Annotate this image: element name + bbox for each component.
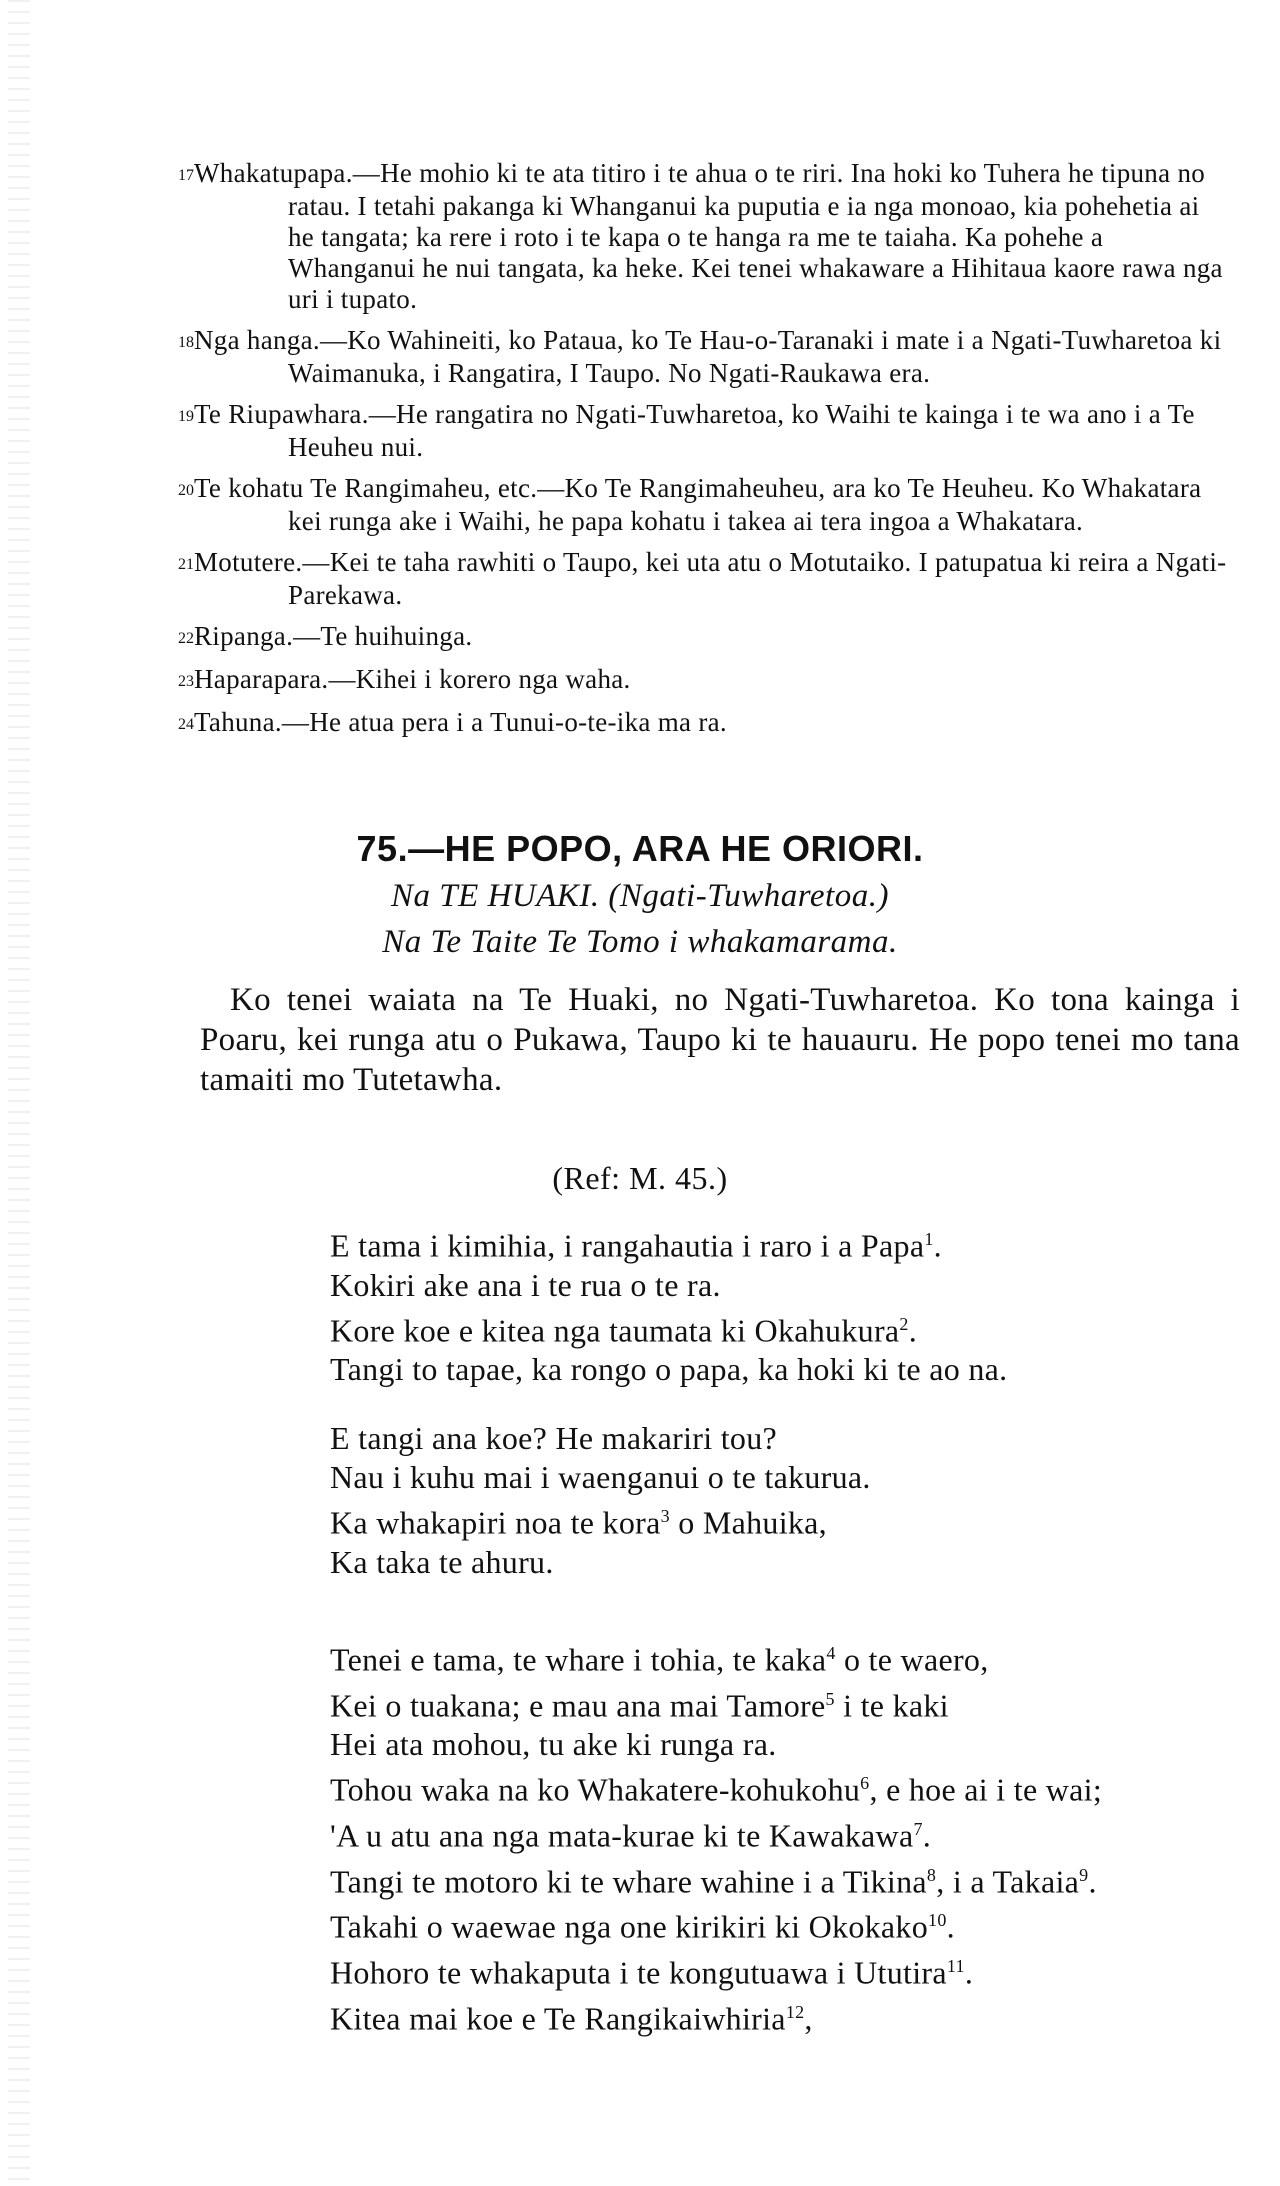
poem [330,1220,1210,2068]
line-text: Ka taka te ahuru. [330,1543,554,1580]
footnote-text: Te kohatu Te Rangimaheu, etc.—Ko Te Rangimaheuheu, ara ko Te Heuheu. Ko Whakatara kei runga ake i Waihi, he papa kohatu i takea ai tera ingoa a Whakatara. [194,473,1202,536]
line-end: . [946,1908,955,1945]
line-text: Hei ata mohou, tu ake ki runga ra. [330,1726,777,1763]
footnote-text: Haparapara.—Kihei i korero nga waha. [194,664,631,694]
footnote-number: 20 [178,482,194,499]
footnote-text: Ripanga.—Te huihuinga. [194,621,473,651]
poem-line [330,1497,1210,1543]
line-end: . [922,1817,932,1854]
footnotes-section [178,158,1228,750]
footnote-number: 21 [178,556,194,573]
scan-edge [8,0,30,2186]
line-end: i te kaki [834,1687,949,1724]
stanza-2 [330,1419,1210,1582]
poem-line [330,1634,1210,1680]
footnote-ref: 11 [946,1955,965,1976]
reference-line: (Ref: M. 45.) [552,1160,728,1196]
poem-line [330,1810,1210,1856]
editor-line: Na Te Taite Te Tomo i whakamarama. [382,924,898,960]
footnote-number: 17 [178,167,194,184]
poem-line [330,1947,1210,1993]
line-text: Hohoro te whakaputa i te kongutuawa i Ututira [330,1954,947,1991]
line-text: Kei o tuakana; e mau ana mai Tamore [330,1687,826,1724]
poem-line [330,1993,1210,2039]
poem-line [330,1856,1210,1902]
footnote-ref: 5 [825,1688,835,1709]
line-text: Tangi to tapae, ka rongo o papa, ka hoki ki te ao na. [330,1351,1008,1388]
poem-line [330,1680,1210,1726]
footnote-19 [178,399,1228,463]
poem-line [330,1220,1210,1266]
line-text: Tangi te motoro ki te whare wahine i a Tikina [330,1863,927,1900]
line-end: . [964,1954,974,1991]
line-text: Tenei e tama, te whare i tohia, te kaka [330,1641,827,1678]
footnote-21 [178,547,1228,611]
line-text: Ka whakapiri noa te kora [330,1504,661,1541]
line-text: Kitea mai koe e Te Rangikaiwhiria [330,2000,786,2037]
line-text: Nau i kuhu mai i waenganui o te takurua. [330,1459,871,1496]
footnote-ref: 8 [926,1864,937,1885]
footnote-number: 22 [178,630,194,647]
line-end: , e hoe ai i te wai; [869,1771,1103,1808]
line-text: Kore koe e kitea nga taumata ki Okahukura [330,1312,900,1349]
footnote-text: Tahuna.—He atua pera i a Tunui-o-te-ika ma ra. [194,707,727,737]
footnote-ref: 3 [660,1506,670,1527]
line-text: Kokiri ake ana i te rua o te ra. [330,1266,721,1303]
footnote-number: 23 [178,673,194,690]
footnote-ref: 9 [1079,1864,1089,1885]
footnote-ref: 2 [899,1313,909,1334]
footnote-ref: 1 [924,1229,934,1249]
line-end: . [933,1227,942,1264]
footnote-text: Motutere.—Kei te taha rawhiti o Taupo, kei uta atu o Motutaiko. I patupatua ki reira a Ngati-Parekawa. [194,547,1227,610]
stanza-1 [330,1220,1210,1389]
poem-line [330,1350,1210,1389]
poem-line [330,1458,1210,1497]
footnote-24 [178,707,1228,740]
author-line: Na TE HUAKI. (Ngati-Tuwharetoa.) [391,878,889,914]
poem-line [330,1419,1210,1458]
poem-line [330,1543,1210,1582]
footnote-text: Te Riupawhara.—He rangatira no Ngati-Tuwharetoa, ko Waihi te kainga i te wa ano i a Te Heuheu nui. [194,399,1195,462]
intro-paragraph: Ko tenei waiata na Te Huaki, no Ngati-Tuwharetoa. Ko tona kainga i Poaru, kei runga atu o Pukawa, Taupo ki te hauauru. He popo tenei mo tana tamaiti mo Tutetawha. [200,982,1240,1098]
footnote-ref: 7 [913,1818,923,1839]
footnote-number: 18 [178,334,194,351]
poem-line [330,1901,1210,1947]
footnote-ref: 10 [928,1910,947,1931]
footnote-number: 24 [178,716,194,733]
footnote-ref: 12 [785,2001,805,2022]
line-end: , [804,2000,813,2037]
line-end: . [1088,1863,1097,1900]
poem-line [330,1725,1210,1764]
line-text: Tohou waka na ko Whakatere-kohukohu [330,1771,861,1808]
footnote-20 [178,473,1228,537]
footnote-ref: 4 [826,1642,836,1663]
footnote-text: Whakatupapa.—He mohio ki te ata titiro i te ahua o te riri. Ina hoki ko Tuhera he tipuna no ratau. I tetahi pakanga ki Whanganui ka puputia e ia nga monoao, kia pohehetia ai he tangata; ka rere i roto i te kapa o te hanga ra me te taiaha. Ka pohehe a Whanganui he nui tangata, ka heke. Kei tenei whakaware a Hihitaua kaore rawa nga uri i tupato. [194,158,1223,314]
footnote-22 [178,621,1228,654]
line-text: E tangi ana koe? He makariri tou? [330,1420,778,1457]
song-heading: 75.—HE POPO, ARA HE ORIORI. [356,828,924,869]
poem-line [330,1266,1210,1305]
stanza-3 [330,1634,1210,2038]
footnote-23 [178,664,1228,697]
poem-line [330,1764,1210,1810]
poem-line [330,1305,1210,1351]
footnote-18 [178,325,1228,389]
line-text: 'A u atu ana nga mata-kurae ki te Kawakawa [330,1817,914,1854]
line-text: Takahi o waewae nga one kirikiri ki Okokako [330,1908,929,1945]
line-text: E tama i kimihia, i rangahautia i raro i a Papa [330,1227,925,1264]
footnote-ref: 6 [860,1773,870,1794]
line-end: , i a Takaia [936,1863,1080,1900]
line-end: o Mahuika, [669,1504,827,1541]
line-end: o te waero, [835,1641,989,1678]
footnote-number: 19 [178,408,194,425]
line-end: . [908,1312,918,1349]
footnote-17 [178,158,1228,315]
footnote-text: Nga hanga.—Ko Wahineiti, ko Pataua, ko Te Hau-o-Taranaki i mate i a Ngati-Tuwharetoa ki Waimanuka, i Rangatira, I Taupo. No Ngati-Raukawa era. [194,325,1222,388]
